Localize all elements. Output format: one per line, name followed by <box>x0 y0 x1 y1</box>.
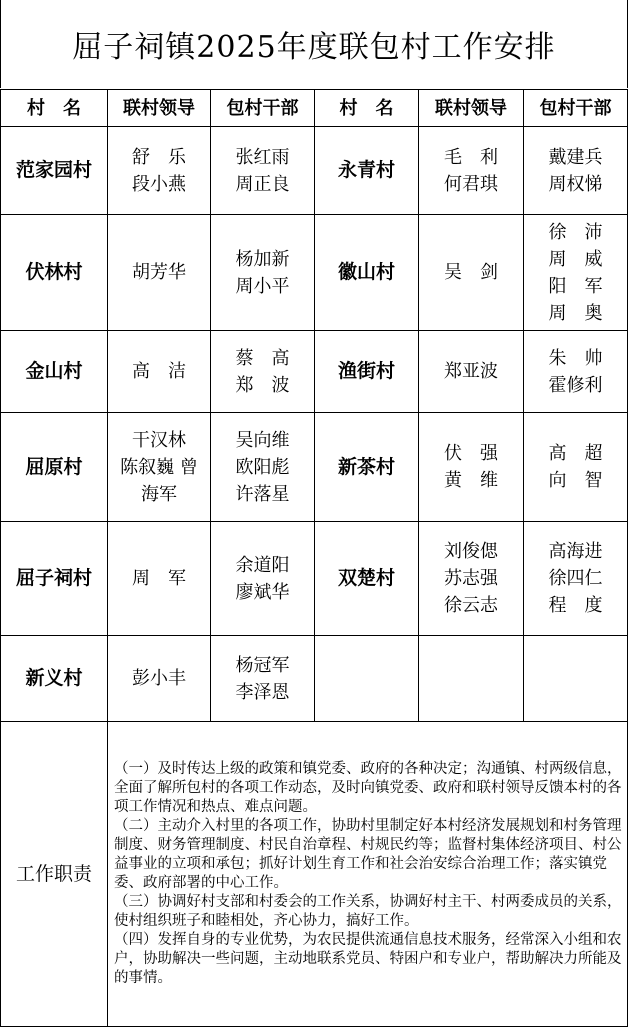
duties-label: 工作职责 <box>1 722 108 1027</box>
cadre-name: 吴向维 <box>235 429 290 451</box>
leader-name: 苏志强 <box>444 568 498 589</box>
village-name: 屈子祠村 <box>1 522 108 636</box>
cadre-name: 周正良 <box>235 173 290 195</box>
leader-name: 毛 利 <box>444 146 498 168</box>
cadre-name: 周 威 <box>548 248 603 270</box>
duty-item: （三）协调好村支部和村委会的工作关系，协调好村主干、村两委成员的关系，使村组织班子和睦相处，齐心协力，搞好工作。 <box>114 894 622 929</box>
leader-name: 徐云志 <box>444 595 498 616</box>
cadre-name: 余道阳 <box>235 554 290 576</box>
village-name: 徽山村 <box>315 215 419 331</box>
cadre-name: 朱 帅 <box>548 347 603 369</box>
duties-content <box>108 722 628 1027</box>
cadre-name: 徐 沛 <box>548 221 603 243</box>
leader-name: 刘俊偲 <box>444 541 498 562</box>
cadres-cell <box>524 127 628 215</box>
table-row <box>1 522 628 636</box>
cadres-cell <box>524 215 628 331</box>
cadres-cell <box>211 331 315 413</box>
village-name: 屈原村 <box>1 413 108 522</box>
leader-name: 何君琪 <box>444 173 498 195</box>
cadre-name: 程 度 <box>548 595 603 616</box>
cadre-name: 霍修利 <box>548 374 603 396</box>
cadre-name: 周 奥 <box>548 302 603 324</box>
cadre-name: 杨冠军 <box>235 654 290 676</box>
village-name: 渔街村 <box>315 331 419 413</box>
village-name: 新茶村 <box>315 413 419 522</box>
village-name: 双楚村 <box>315 522 419 636</box>
cadre-name: 周权悌 <box>548 173 603 195</box>
table-row <box>1 331 628 413</box>
leaders-cell <box>419 215 524 331</box>
leaders-cell <box>108 215 211 331</box>
leader-name: 彭小丰 <box>132 668 186 689</box>
cadre-name: 高海进 <box>548 541 603 562</box>
assignment-table <box>0 89 628 1027</box>
cadres-cell <box>524 331 628 413</box>
leaders-cell <box>419 127 524 215</box>
duties-row <box>1 722 628 1027</box>
header-cadres-left: 包村干部 <box>211 90 315 127</box>
cadre-name: 李泽恩 <box>235 681 290 703</box>
cadre-name: 阳 军 <box>548 275 603 297</box>
cadre-name: 蔡 高 <box>235 347 290 369</box>
document-title: 屈子祠镇2025年度联包村工作安排 <box>0 0 628 88</box>
leader-name: 周 军 <box>132 568 186 589</box>
cadres-cell <box>211 413 315 522</box>
leader-name: 高 洁 <box>132 361 186 382</box>
leaders-cell <box>108 127 211 215</box>
leader-name: 伏 强 <box>444 443 498 464</box>
cadre-name: 廖斌华 <box>235 581 290 603</box>
village-name: 金山村 <box>1 331 108 413</box>
leader-name: 胡芳华 <box>132 262 186 283</box>
village-name: 永青村 <box>315 127 419 215</box>
leaders-cell <box>108 413 211 522</box>
cadres-cell <box>524 413 628 522</box>
cadre-name: 欧阳彪 <box>235 456 290 478</box>
cadres-cell <box>211 636 315 722</box>
leader-name: 段小燕 <box>132 173 186 195</box>
header-leaders-left: 联村领导 <box>108 90 211 127</box>
leaders-cell <box>419 331 524 413</box>
leaders-cell <box>108 636 211 722</box>
village-name: 范家园村 <box>1 127 108 215</box>
table-row <box>1 636 628 722</box>
cadres-cell <box>211 522 315 636</box>
duty-item: （二）主动介入村里的各项工作，协助村里制定好本村经济发展规划和村务管理制度、财务管理制度、村民自治章程、村规民约等；监督村集体经济项目、村公益事业的立项和承包；抓好计划生育工作和社会治安综合治理工作；落实镇党委、政府部署的中心工作。 <box>114 818 622 891</box>
table-row <box>1 127 628 215</box>
village-name: 新义村 <box>1 636 108 722</box>
cadre-name: 向 智 <box>548 470 603 491</box>
table-row <box>1 413 628 522</box>
duty-item: （一）及时传达上级的政策和镇党委、政府的各种决定；沟通镇、村两级信息，全面了解所包村的各项工作动态，及时向镇党委、政府和联村领导反馈本村的各项工作情况和热点、难点问题。 <box>114 761 622 815</box>
header-row <box>1 90 628 127</box>
table-row <box>1 215 628 331</box>
leader-name: 吴 剑 <box>444 262 498 283</box>
cadre-name: 杨加新 <box>235 248 290 270</box>
empty-cell <box>419 636 524 722</box>
header-cadres-right: 包村干部 <box>524 90 628 127</box>
leaders-cell <box>108 331 211 413</box>
cadres-cell <box>524 522 628 636</box>
cadre-name: 徐四仁 <box>548 568 603 589</box>
leaders-cell <box>419 413 524 522</box>
leaders-cell <box>108 522 211 636</box>
duty-item: （四）发挥自身的专业优势，为农民提供流通信息技术服务，经常深入小组和农户，协助解决一些问题，主动地联系党员、特困户和专业户，帮助解决力所能及的事情。 <box>114 932 622 986</box>
cadre-name: 高 超 <box>548 443 603 464</box>
header-village-left: 村 名 <box>1 90 108 127</box>
cadre-name: 许落星 <box>235 483 290 505</box>
cadre-name: 张红雨 <box>235 146 290 168</box>
leader-name: 干汉林 <box>132 429 186 451</box>
cadre-name: 周小平 <box>235 275 290 297</box>
cadres-cell <box>211 215 315 331</box>
empty-cell <box>524 636 628 722</box>
cadres-cell <box>211 127 315 215</box>
village-name: 伏林村 <box>1 215 108 331</box>
header-village-right: 村 名 <box>315 90 419 127</box>
cadre-name: 郑 波 <box>235 374 290 396</box>
cadre-name: 戴建兵 <box>548 146 603 168</box>
leaders-cell <box>419 522 524 636</box>
leader-name: 陈叙巍 曾海军 <box>120 456 198 505</box>
leader-name: 郑亚波 <box>444 361 498 382</box>
leader-name: 舒 乐 <box>132 146 186 168</box>
header-leaders-right: 联村领导 <box>419 90 524 127</box>
empty-cell <box>315 636 419 722</box>
leader-name: 黄 维 <box>444 470 498 491</box>
